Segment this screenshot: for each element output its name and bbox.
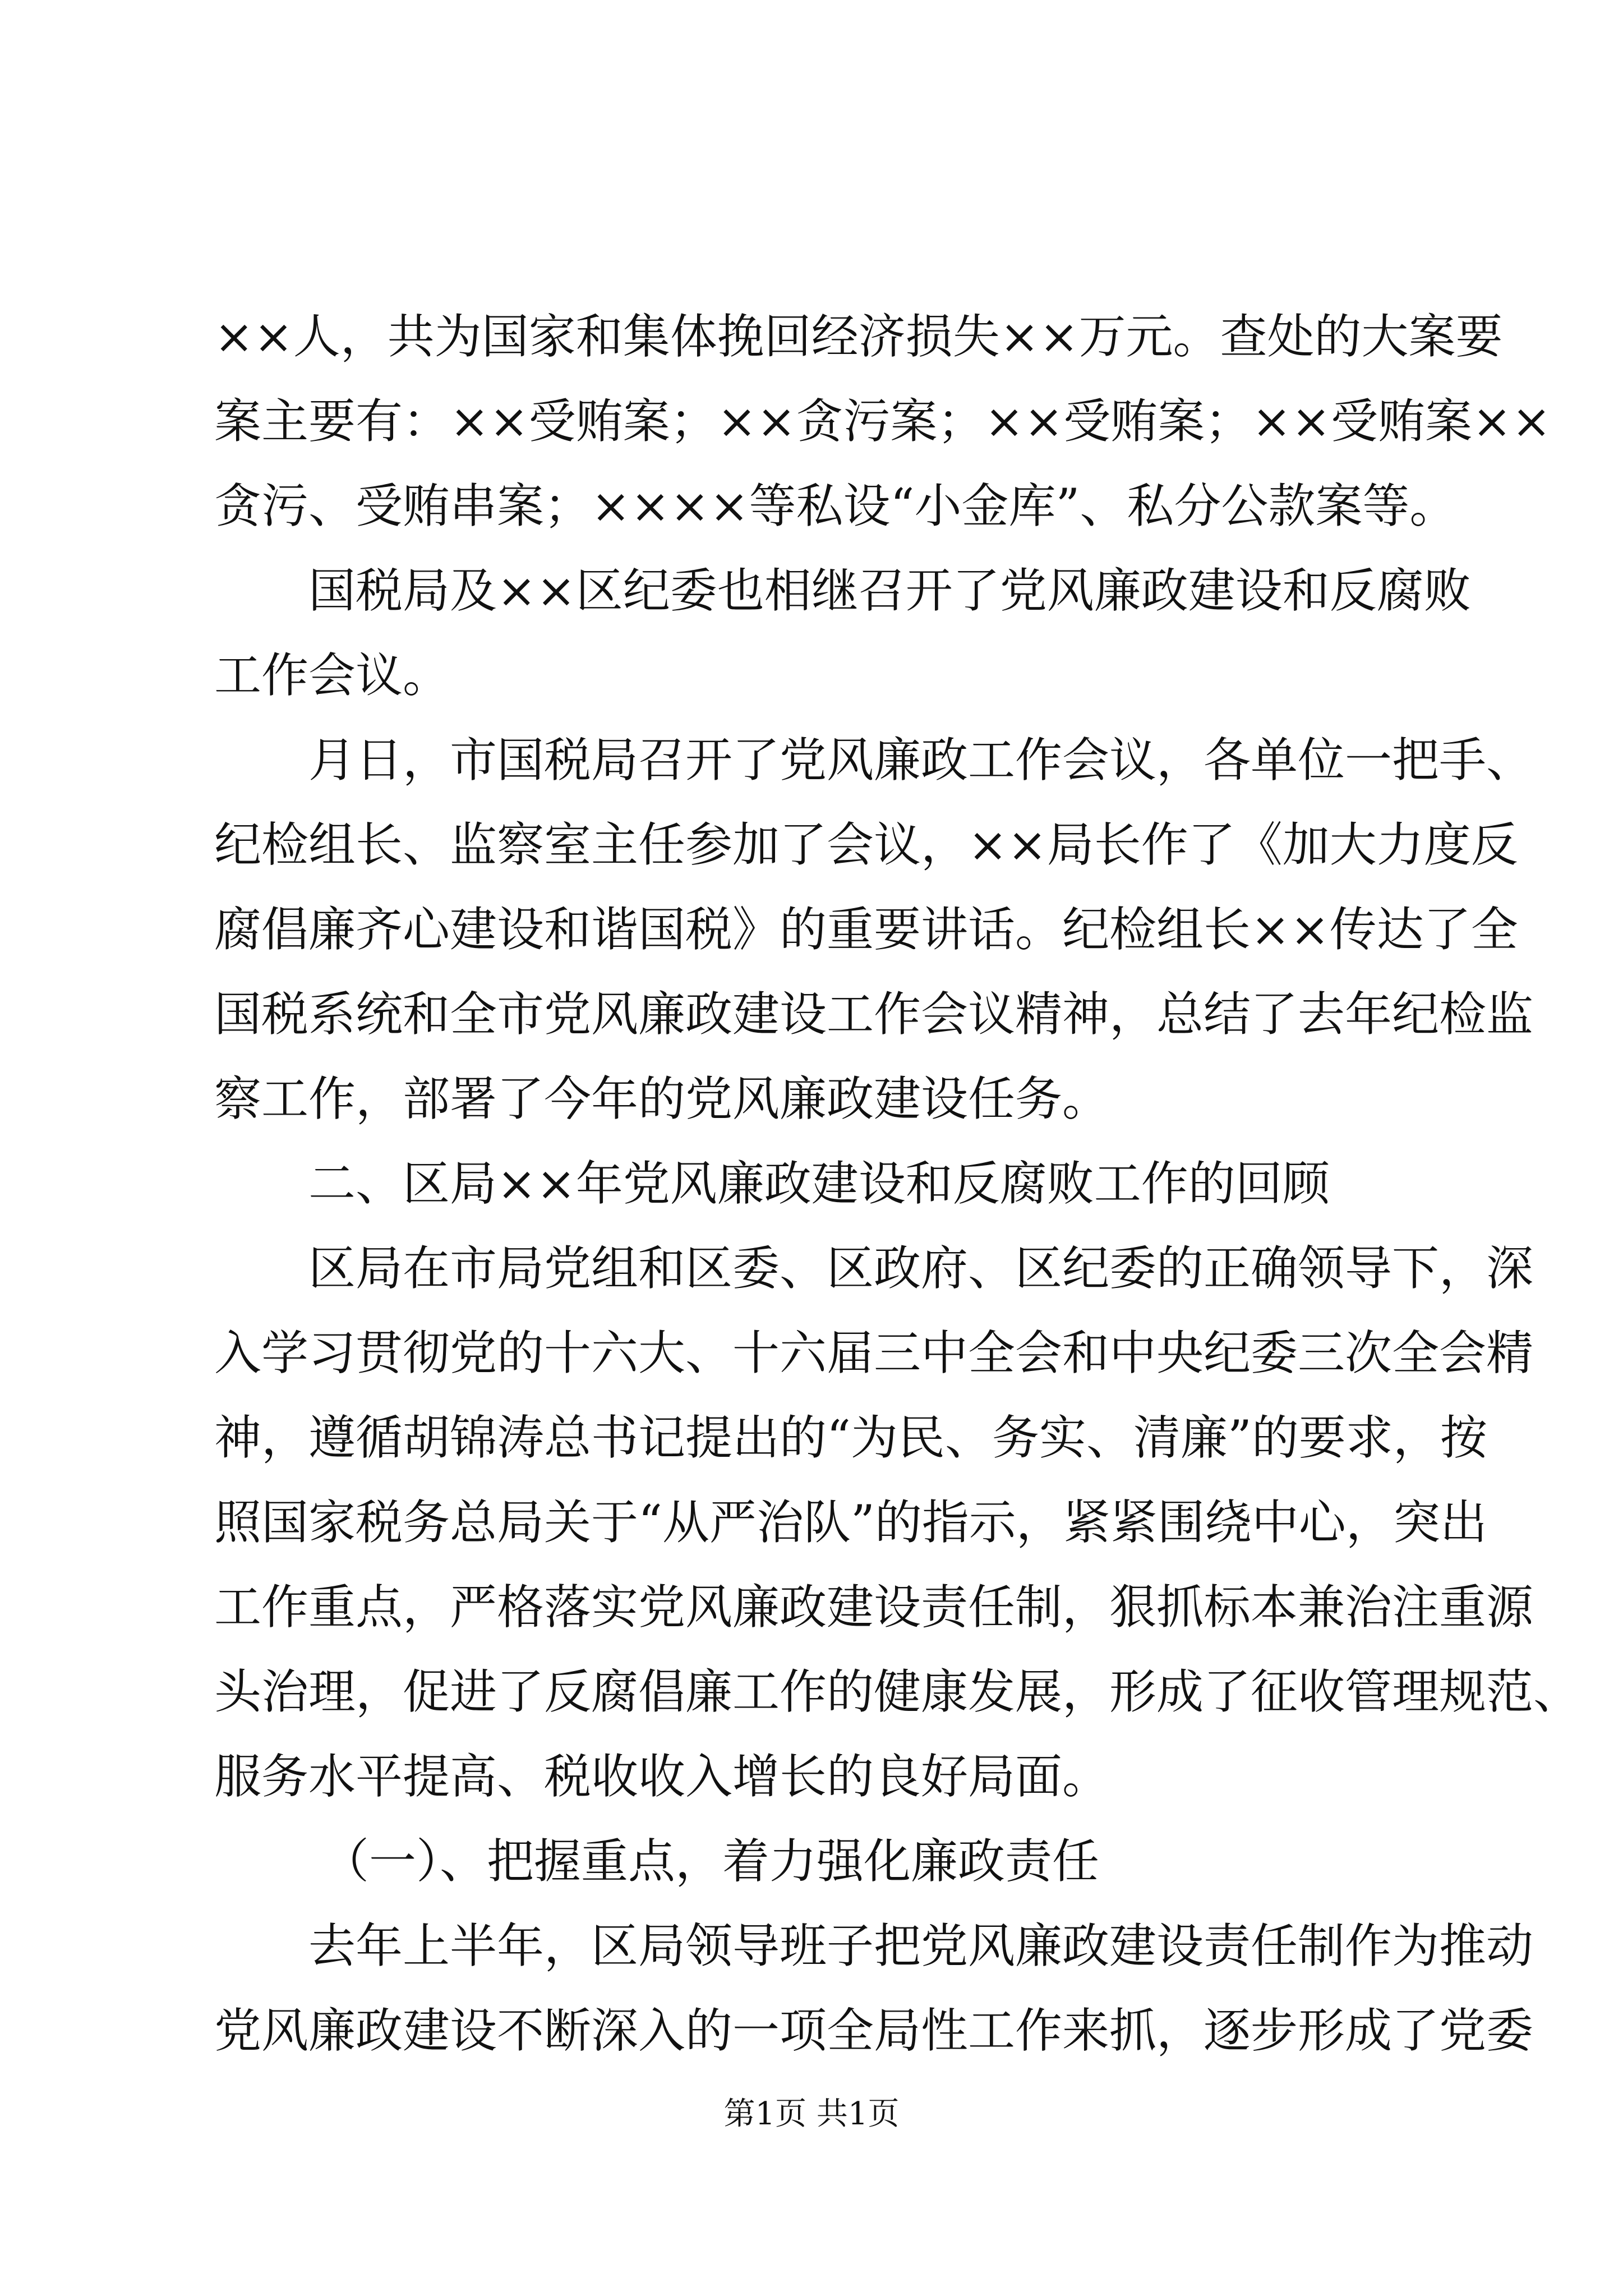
document-body [214, 295, 1581, 2073]
text-line: ××人，共为国家和集体挽回经济损失××万元。查处的大案要 [214, 309, 1503, 364]
text-line: 腐倡廉齐心建设和谐国税》的重要讲话。纪检组长××传达了全 [214, 902, 1518, 957]
text-line: 工作重点，严格落实党风廉政建设责任制，狠抓标本兼治注重源 [214, 1580, 1534, 1635]
text-line: 去年上半年，区局领导班子把党风廉政建设责任制作为推动 [308, 1918, 1534, 1973]
text-line: 纪检组长、监察室主任参加了会议，××局长作了《加大力度反 [214, 817, 1518, 872]
text-line: 国税系统和全市党风廉政建设工作会议精神，总结了去年纪检监 [214, 987, 1534, 1042]
text-line: 区局在市局党组和区委、区政府、区纪委的正确领导下，深 [308, 1241, 1534, 1296]
page-footer [0, 2095, 1623, 2134]
page-number: 第1页 共1页 [723, 2096, 900, 2132]
subsection-heading: （一）、把握重点，着力强化廉政责任 [322, 1834, 1100, 1889]
text-line: 贪污、受贿串案；××××等私设“小金库”、私分公款案等。 [214, 478, 1457, 533]
text-line: 案主要有：××受贿案；××贪污案；××受贿案；××受贿案×× [214, 394, 1551, 449]
text-line: 察工作，部署了今年的党风廉政建设任务。 [214, 1071, 1110, 1126]
text-line: 党风廉政建设不断深入的一项全局性工作来抓，逐步形成了党委 [214, 2003, 1534, 2058]
text-line: 入学习贯彻党的十六大、十六届三中全会和中央纪委三次全会精 [214, 1326, 1534, 1381]
text-line: 月日，市国税局召开了党风廉政工作会议，各单位一把手、 [308, 733, 1534, 788]
text-line: 国税局及××区纪委也相继召开了党风廉政建设和反腐败 [308, 563, 1471, 618]
section-heading: 二、区局××年党风廉政建设和反腐败工作的回顾 [308, 1156, 1330, 1211]
text-line: 照国家税务总局关于“从严治队”的指示，紧紧围绕中心，突出 [214, 1495, 1487, 1550]
text-line: 头治理，促进了反腐倡廉工作的健康发展，形成了征收管理规范、 [214, 1664, 1581, 1719]
text-line: 服务水平提高、税收收入增长的良好局面。 [214, 1749, 1110, 1804]
text-line: 工作会议。 [214, 648, 450, 703]
text-line: 神，遵循胡锦涛总书记提出的“为民、务实、清廉”的要求，按 [214, 1410, 1487, 1465]
